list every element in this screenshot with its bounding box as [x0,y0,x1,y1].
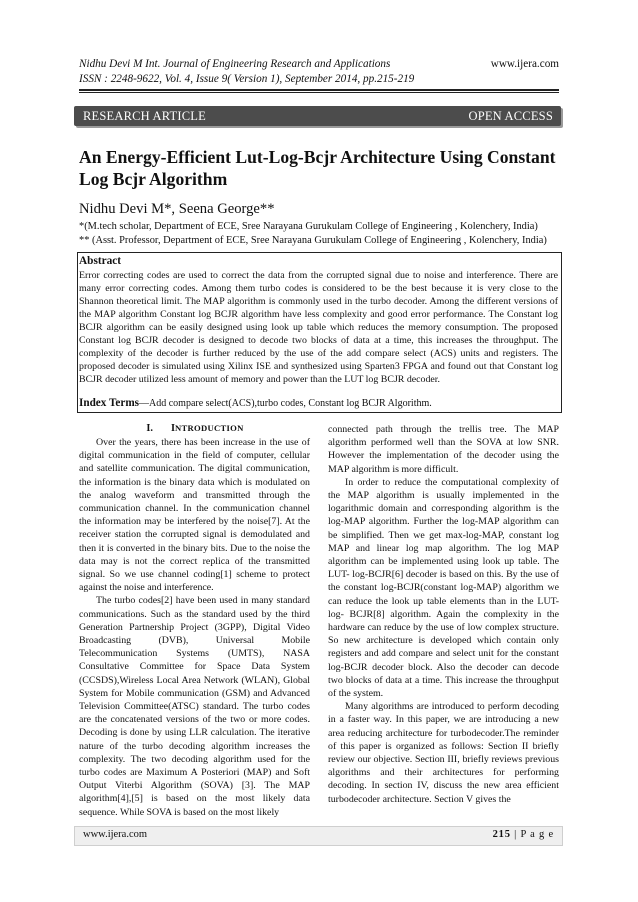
authors: Nidhu Devi M*, Seena George** [79,201,275,217]
paragraph: The turbo codes[2] have been used in many standard communications. Such as the standard used by the third Generation Partnership Project (3GPP), Digital Video Broadcasting (DVB), Universal Mobile Telecommunication Systems (UMTS), NASA Consultative Committee for Space Data System (CCSDS),Wireless Local Area Network (WLAN), Global System for Mobile communication (GSM) and Advanced Television Committee(ATSC) standard. The turbo codes are the concatenated versions of the two or more codes. Decoding is done by using LLR calculation. The iterative nature of the turbo decoding algorithm increases the complexity. The two decoding algorithm used for the turbo codes are Maximum A Posteriori (MAP) and Soft Output Viterbi Algorithm (SOVA) [3]. The MAP algorithm[4],[5] is based on the most likely data sequence. While SOVA is based on the most likely [79,595,310,818]
page-number-value: 215 [492,829,511,840]
index-terms-text: —Add compare select(ACS),turbo codes, Constant log BCJR Algorithm. [139,398,432,409]
index-terms-label: Index Terms [79,397,139,409]
section-title-initial: I [170,423,175,434]
left-column [79,436,310,819]
header-rule-thin [79,92,559,93]
right-column [328,423,559,806]
abstract-heading: Abstract [79,255,122,267]
page-footer [74,826,563,846]
header-rule [79,89,559,91]
section-number: I. [146,423,153,434]
research-article-label: RESEARCH ARTICLE [83,109,206,123]
abstract-text: Error correcting codes are used to correct the data from the corrupted signal due to noise and interference. There are many error correcting codes. Among them turbo codes is considered to be the best because it is very close to the Shannon theoretical limit. The MAP algorithm is commonly used in the turbo decoder. Among the different versions of the MAP algorithm Constant log BCJR algorithm have less complexity and good error performance. The Constant log BCJR algorithm can be easily designed using look up table which reduces the memory consumption. The proposed Constant log BCJR decoder is designed to decode two blocks of data at a time, this increases the throughput. The complexity of the decoder is further reduced by the use of the add compare select (ACS) units and registers. The proposed decoder is simulated using Xilinx ISE and synthesized using Sparten3 FPGA and found out that Constant log BCJR decoder utilized less amount of memory and power than the LUT log BCJR decoder. [79,270,558,386]
section-heading-introduction [79,423,311,434]
journal-name: Nidhu Devi M Int. Journal of Engineering Research and Applications [79,58,391,70]
page-number [493,829,554,840]
issn-line: ISSN : 2248-9622, Vol. 4, Issue 9( Version 1), September 2014, pp.215-219 [79,73,415,85]
paragraph: In order to reduce the computational complexity of the MAP algorithm is usually implemented in the logarithmic domain and corresponding algorithm is the log-MAP algorithm. Further the log-MAP algorithm can be simplified. Then we get max-log-MAP, constant log MAP and linear log map algorithm. The log MAP algorithm can be implemented using look up table. The LUT- log-BCJR[6] decoder is based on this. By the use of the constant log-BCJR(constant log-MAP) algorithm we can reduce the look up table elements than in the LUT- log- BCJR[8] algorithm. Again the complexity in the hardware can reduce by the use of low complex structure. So new architecture is developed which contain only registers and add compare and select unit for the constant log-BCJR decoder block. Also the decoder can decode two blocks of data at a time. This increase the throughput of the system. [328,476,559,700]
index-terms [79,397,432,409]
open-access-label: OPEN ACCESS [468,109,553,123]
paragraph: Many algorithms are introduced to perform decoding in a faster way. In this paper, we are introducing a new area reducing architecture for turbodecoder.The reminder of this paper is organized as follows: Section II briefly review our objective. Section III, briefly reviews previous algorithms and their architectures for performing decoding. In section IV, discuss the new area efficient turbodecoder architecture. Section V gives the [328,701,559,805]
affiliation-1: *(M.tech scholar, Department of ECE, Sree Narayana Gurukulam College of Engineering , Kolenchery, India) [79,221,538,232]
page-number-suffix: | P a g e [510,829,554,840]
footer-url[interactable]: www.ijera.com [83,829,148,840]
article-type-banner [74,106,561,126]
journal-url[interactable]: www.ijera.com [490,58,559,70]
paragraph: connected path through the trellis tree. The MAP algorithm performed well than the SOVA at low SNR. However the implementation of the decoder using the MAP algorithm is more difficult. [328,424,559,475]
section-title-rest: NTRODUCTION [174,423,244,433]
paper-title: An Energy-Efficient Lut-Log-Bcjr Architecture Using Constant Log Bcjr Algorithm [79,147,556,189]
paragraph: Over the years, there has been increase in the use of digital communication in the field of computer, cellular and satellite communication. The digital communication, the information is the binary data which is modulated on the analog waveform and transmitted through the communication channel. In the communication channel the information may be interfered by the noise[7]. At the receiver station the corrupted signal is demodulated and then it is converted in the binary bits. Due to the noise the data may is not the correct replica of the transmitted signal. So we use channel coding[1] scheme to protect against the noise and interference. [79,437,310,594]
abstract-bottom-rule [77,412,562,413]
affiliation-2: ** (Asst. Professor, Department of ECE, Sree Narayana Gurukulam College of Engineering , Kolenchery, India) [79,235,547,246]
